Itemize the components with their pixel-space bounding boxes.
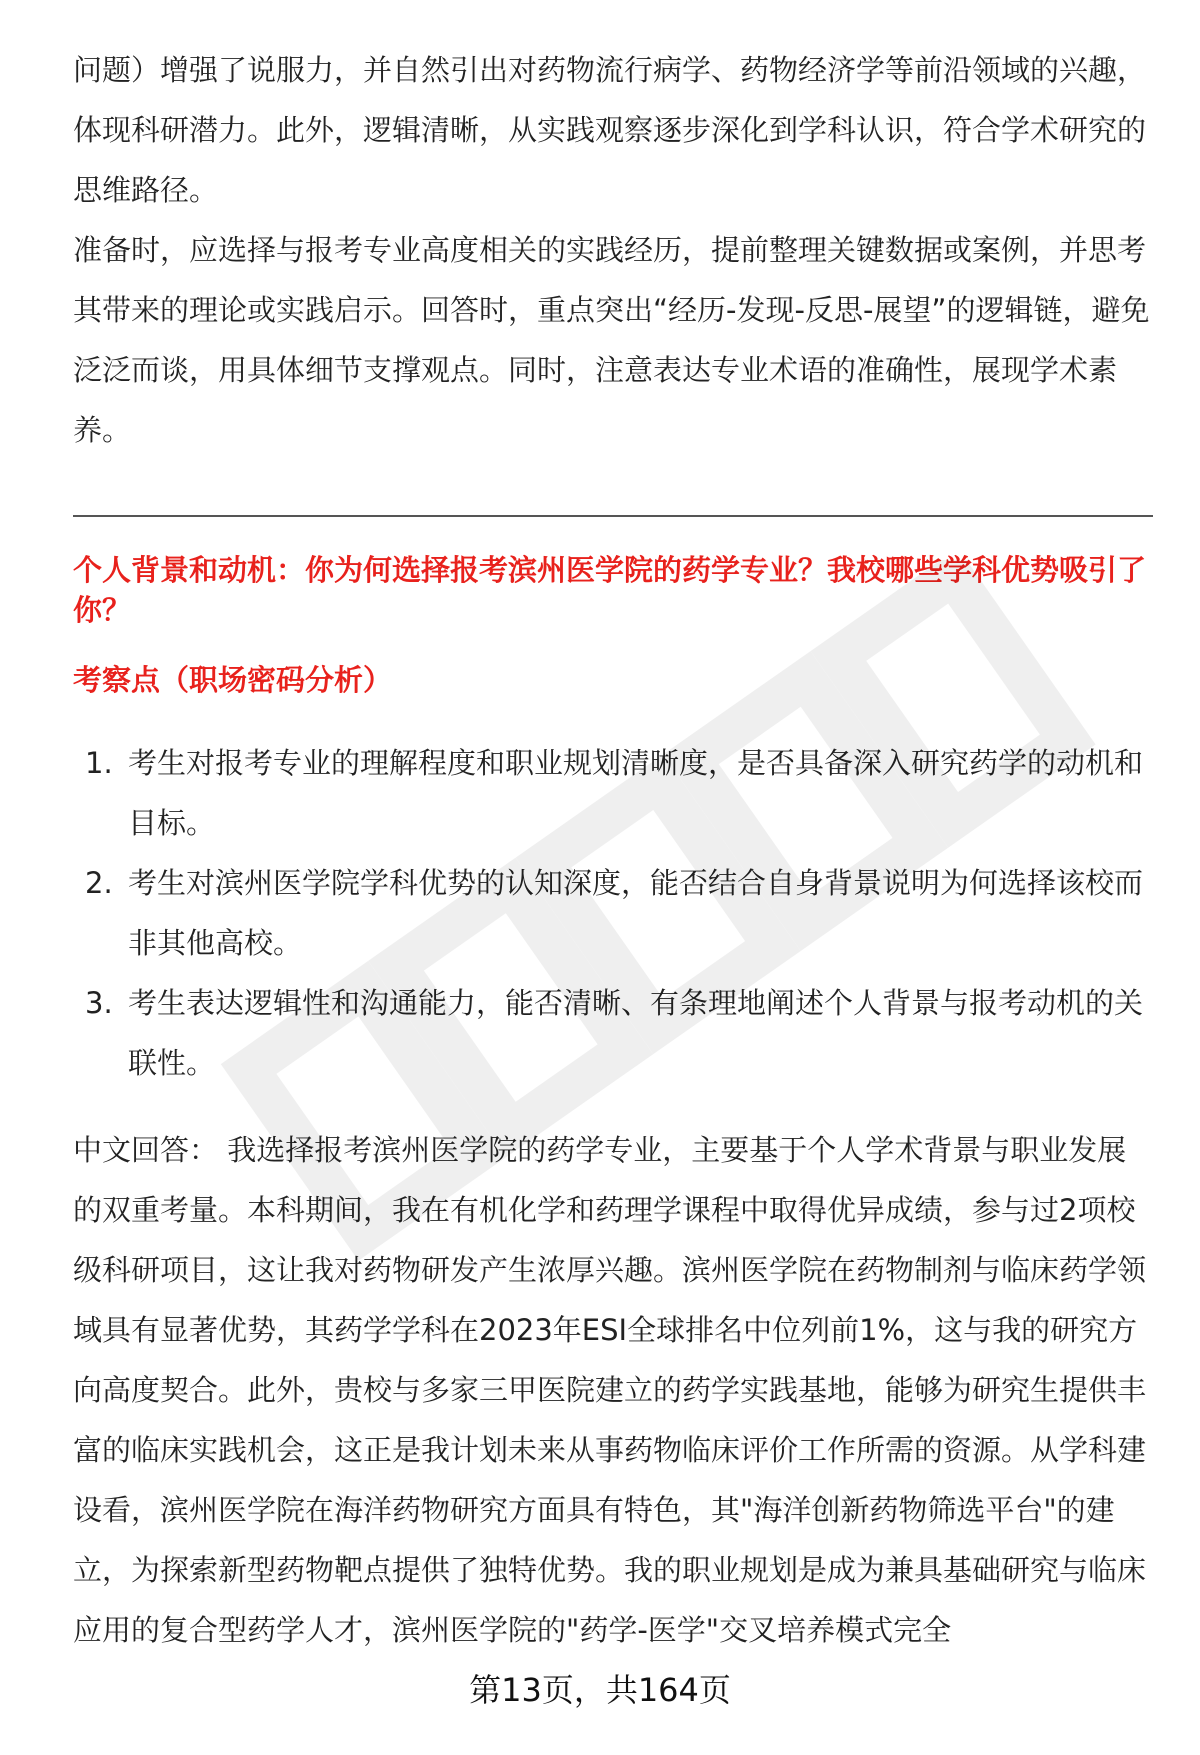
list-item-number: 1. [85, 746, 113, 780]
list-item [73, 853, 1153, 973]
list-item-text: 考生表达逻辑性和沟通能力，能否清晰、有条理地阐述个人背景与报考动机的关联性。 [128, 986, 1144, 1080]
answer-paragraph: 中文回答： 我选择报考滨州医学院的药学专业，主要基于个人学术背景与职业发展的双重考量。本科期间，我在有机化学和药理学课程中取得优异成绩，参与过2项校级科研项目，这让我对药物研发产生浓厚兴趣。滨州医学院在药物制剂与临床药学领域具有显著优势，其药学学科在2023年ESI全球排名中位列前1%，这与我的研究方向高度契合。此外，贵校与多家三甲医院建立的药学实践基地，能够为研究生提供丰富的临床实践机会，这正是我计划未来从事药物临床评价工作所需的资源。从学科建设看，滨州医学院在海洋药物研究方面具有特色，其"海洋创新药物筛选平台"的建立，为探索新型药物靶点提供了独特优势。我的职业规划是成为兼具基础研究与临床应用的复合型药学人才，滨州医学院的"药学-医学"交叉培养模式完全 [73, 1133, 1147, 1647]
list-item-text: 考生对报考专业的理解程度和职业规划清晰度，是否具备深入研究药学的动机和目标。 [128, 746, 1144, 840]
list-item-number: 2. [85, 866, 113, 900]
focus-points-list [73, 733, 1153, 1093]
page-number-footer: 第13页，共164页 [469, 1671, 731, 1709]
list-item [73, 733, 1153, 853]
list-item-text: 考生对滨州医学院学科优势的认知深度，能否结合自身背景说明为何选择该校而非其他高校。 [128, 866, 1144, 960]
focus-title: 考察点（职场密码分析） [73, 663, 393, 697]
list-item-number: 3. [85, 986, 113, 1020]
intro-paragraph-1: 问题）增强了说服力，并自然引出对药物流行病学、药物经济学等前沿领域的兴趣，体现科研潜力。此外，逻辑清晰，从实践观察逐步深化到学科认识，符合学术研究的思维路径。 [73, 53, 1147, 207]
intro-paragraph-2: 准备时，应选择与报考专业高度相关的实践经历，提前整理关键数据或案例，并思考其带来的理论或实践启示。回答时，重点突出“经历-发现-反思-展望”的逻辑链，避免泛泛而谈，用具体细节支撑观点。同时，注意表达专业术语的准确性，展现学术素养。 [73, 233, 1150, 447]
list-item [73, 973, 1153, 1093]
question-title: 个人背景和动机：你为何选择报考滨州医学院的药学专业？我校哪些学科优势吸引了你？ [73, 553, 1147, 627]
section-divider [73, 515, 1153, 517]
